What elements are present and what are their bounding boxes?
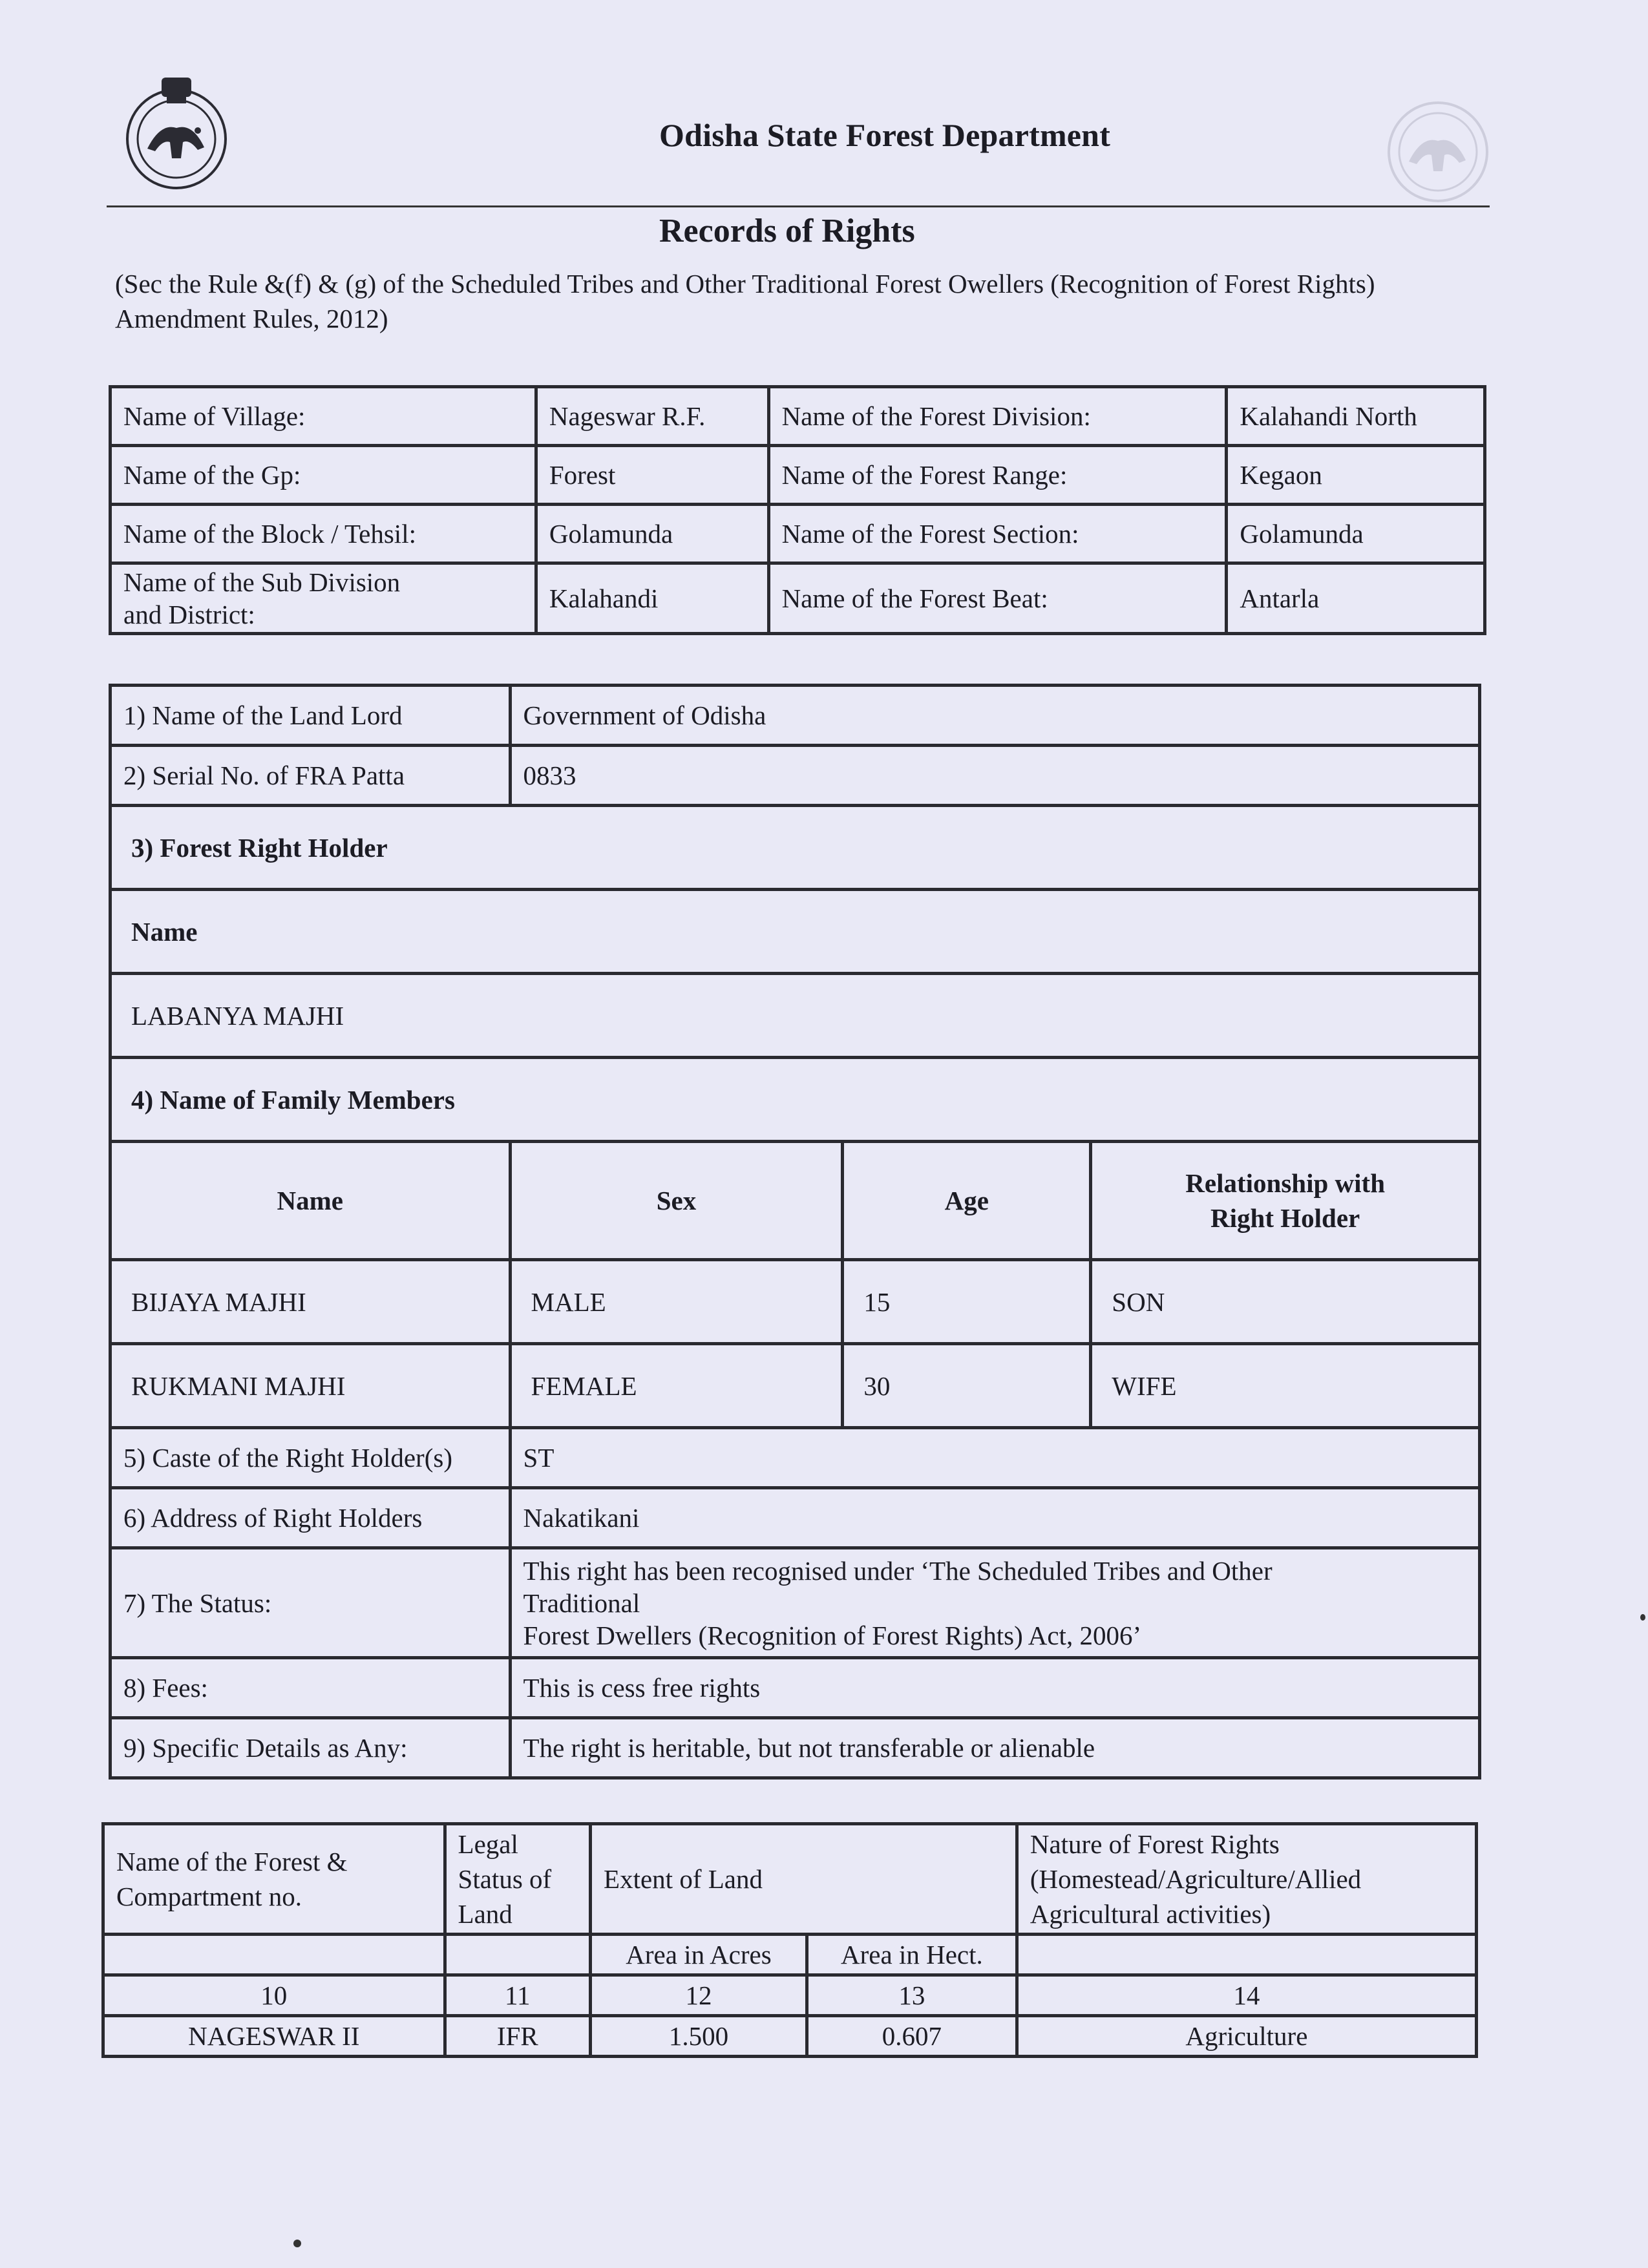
table-row (111, 563, 1485, 634)
blank-cell (1017, 1935, 1476, 1975)
scan-speck (293, 2240, 301, 2247)
table-row (111, 686, 1480, 746)
col-legal-line3: Land (458, 1899, 512, 1929)
member-sex: FEMALE (510, 1344, 843, 1428)
col-forest-line2: Compartment no. (116, 1882, 302, 1911)
member-name: RUKMANI MAJHI (111, 1344, 511, 1428)
table-row (111, 806, 1480, 890)
section-value: Golamunda (1227, 505, 1485, 563)
status-line1: This right has been recognised under ‘The Scheduled Tribes and Other (523, 1555, 1273, 1586)
caste-value: ST (510, 1428, 1479, 1488)
subdivision-label-line1: Name of the Sub Division (123, 567, 401, 597)
land-lord-value: Government of Odisha (510, 686, 1479, 746)
area-hect: 0.607 (807, 2016, 1017, 2057)
serial-label: 2) Serial No. of FRA Patta (111, 746, 511, 806)
member-relation: SON (1091, 1260, 1480, 1344)
land-subheader-row (103, 1935, 1477, 1975)
legal-status: IFR (445, 2016, 591, 2057)
area-acres: 1.500 (591, 2016, 807, 2057)
village-label: Name of Village: (111, 387, 536, 446)
col-number: 14 (1017, 1975, 1476, 2016)
details-table (109, 684, 1481, 1780)
forest-name: NAGESWAR II (103, 2016, 445, 2057)
beat-label: Name of the Forest Beat: (768, 563, 1227, 634)
table-row (111, 1718, 1480, 1778)
address-label: 6) Address of Right Holders (111, 1488, 511, 1548)
scan-speck (1640, 1614, 1645, 1621)
caste-label: 5) Caste of the Right Holder(s) (111, 1428, 511, 1488)
odisha-emblem-icon (121, 71, 231, 194)
address-value: Nakatikani (510, 1488, 1479, 1548)
table-row (111, 1658, 1480, 1718)
rules-subtitle: (Sec the Rule &(f) & (g) of the Scheduled Tribes and Other Traditional Forest Owellers (Recognition of Forest Rights) Amendment Rules, 2012) (115, 269, 1375, 333)
family-col-relationship-line1: Relationship with (1185, 1168, 1385, 1198)
location-table (109, 385, 1486, 635)
nature-of-rights: Agriculture (1017, 2016, 1476, 2057)
subdivision-value: Kalahandi (536, 563, 768, 634)
table-row (111, 890, 1480, 974)
family-col-age: Age (843, 1142, 1091, 1260)
table-row (111, 746, 1480, 806)
col-nature-line2: (Homestead/Agriculture/Allied (1030, 1864, 1362, 1894)
family-header-row (111, 1142, 1480, 1260)
land-number-row (103, 1975, 1477, 2016)
col-hect: Area in Hect. (807, 1935, 1017, 1975)
member-relation: WIFE (1091, 1344, 1480, 1428)
blank-cell (103, 1935, 445, 1975)
subdivision-label (111, 563, 536, 634)
holder-name-label: Name (111, 890, 1480, 974)
col-number: 11 (445, 1975, 591, 2016)
member-age: 30 (843, 1344, 1091, 1428)
family-col-sex: Sex (510, 1142, 843, 1260)
range-label: Name of the Forest Range: (768, 446, 1227, 505)
table-row (111, 446, 1485, 505)
block-label: Name of the Block / Tehsil: (111, 505, 536, 563)
family-col-relationship (1091, 1142, 1480, 1260)
land-data-row (103, 2016, 1477, 2057)
table-row (111, 1260, 1480, 1344)
block-value: Golamunda (536, 505, 768, 563)
family-heading: 4) Name of Family Members (111, 1058, 1480, 1142)
member-sex: MALE (510, 1260, 843, 1344)
table-row (111, 505, 1485, 563)
col-nature-line3: Agricultural activities) (1030, 1899, 1271, 1929)
faint-seal-watermark-icon (1383, 84, 1493, 207)
table-row (111, 1058, 1480, 1142)
village-value: Nageswar R.F. (536, 387, 768, 446)
table-row (111, 387, 1485, 446)
table-row (111, 974, 1480, 1058)
land-table (101, 1822, 1478, 2058)
status-line3: Forest Dwellers (Recognition of Forest Rights) Act, 2006’ (523, 1620, 1142, 1650)
member-age: 15 (843, 1260, 1091, 1344)
col-nature (1017, 1824, 1476, 1935)
gp-label: Name of the Gp: (111, 446, 536, 505)
col-number: 12 (591, 1975, 807, 2016)
serial-value: 0833 (510, 746, 1479, 806)
blank-cell (445, 1935, 591, 1975)
table-row (111, 1548, 1480, 1658)
col-acres: Area in Acres (591, 1935, 807, 1975)
gp-value: Forest (536, 446, 768, 505)
col-forest (103, 1824, 445, 1935)
table-row (111, 1488, 1480, 1548)
table-row (111, 1428, 1480, 1488)
col-extent: Extent of Land (591, 1824, 1017, 1935)
member-name: BIJAYA MAJHI (111, 1260, 511, 1344)
col-number: 10 (103, 1975, 445, 2016)
family-col-name: Name (111, 1142, 511, 1260)
table-row (111, 1344, 1480, 1428)
specific-label: 9) Specific Details as Any: (111, 1718, 511, 1778)
beat-value: Antarla (1227, 563, 1485, 634)
section-label: Name of the Forest Section: (768, 505, 1227, 563)
division-value: Kalahandi North (1227, 387, 1485, 446)
land-header-row (103, 1824, 1477, 1935)
col-legal-line2: Status of (458, 1864, 552, 1894)
department-title: Odisha State Forest Department (659, 117, 1111, 153)
status-label: 7) The Status: (111, 1548, 511, 1658)
header-divider (107, 205, 1490, 207)
range-value: Kegaon (1227, 446, 1485, 505)
status-line2: Traditional (523, 1588, 640, 1618)
status-value (510, 1548, 1479, 1658)
col-legal-line1: Legal (458, 1829, 518, 1859)
subdivision-label-line2: and District: (123, 600, 255, 629)
division-label: Name of the Forest Division: (768, 387, 1227, 446)
records-title: Records of Rights (659, 213, 915, 249)
land-lord-label: 1) Name of the Land Lord (111, 686, 511, 746)
col-nature-line1: Nature of Forest Rights (1030, 1829, 1280, 1859)
family-col-relationship-line2: Right Holder (1210, 1203, 1360, 1233)
col-legal (445, 1824, 591, 1935)
holder-heading: 3) Forest Right Holder (111, 806, 1480, 890)
col-forest-line1: Name of the Forest & (116, 1847, 348, 1876)
fees-label: 8) Fees: (111, 1658, 511, 1718)
col-number: 13 (807, 1975, 1017, 2016)
specific-value: The right is heritable, but not transferable or alienable (510, 1718, 1479, 1778)
holder-name-value: LABANYA MAJHI (111, 974, 1480, 1058)
fees-value: This is cess free rights (510, 1658, 1479, 1718)
